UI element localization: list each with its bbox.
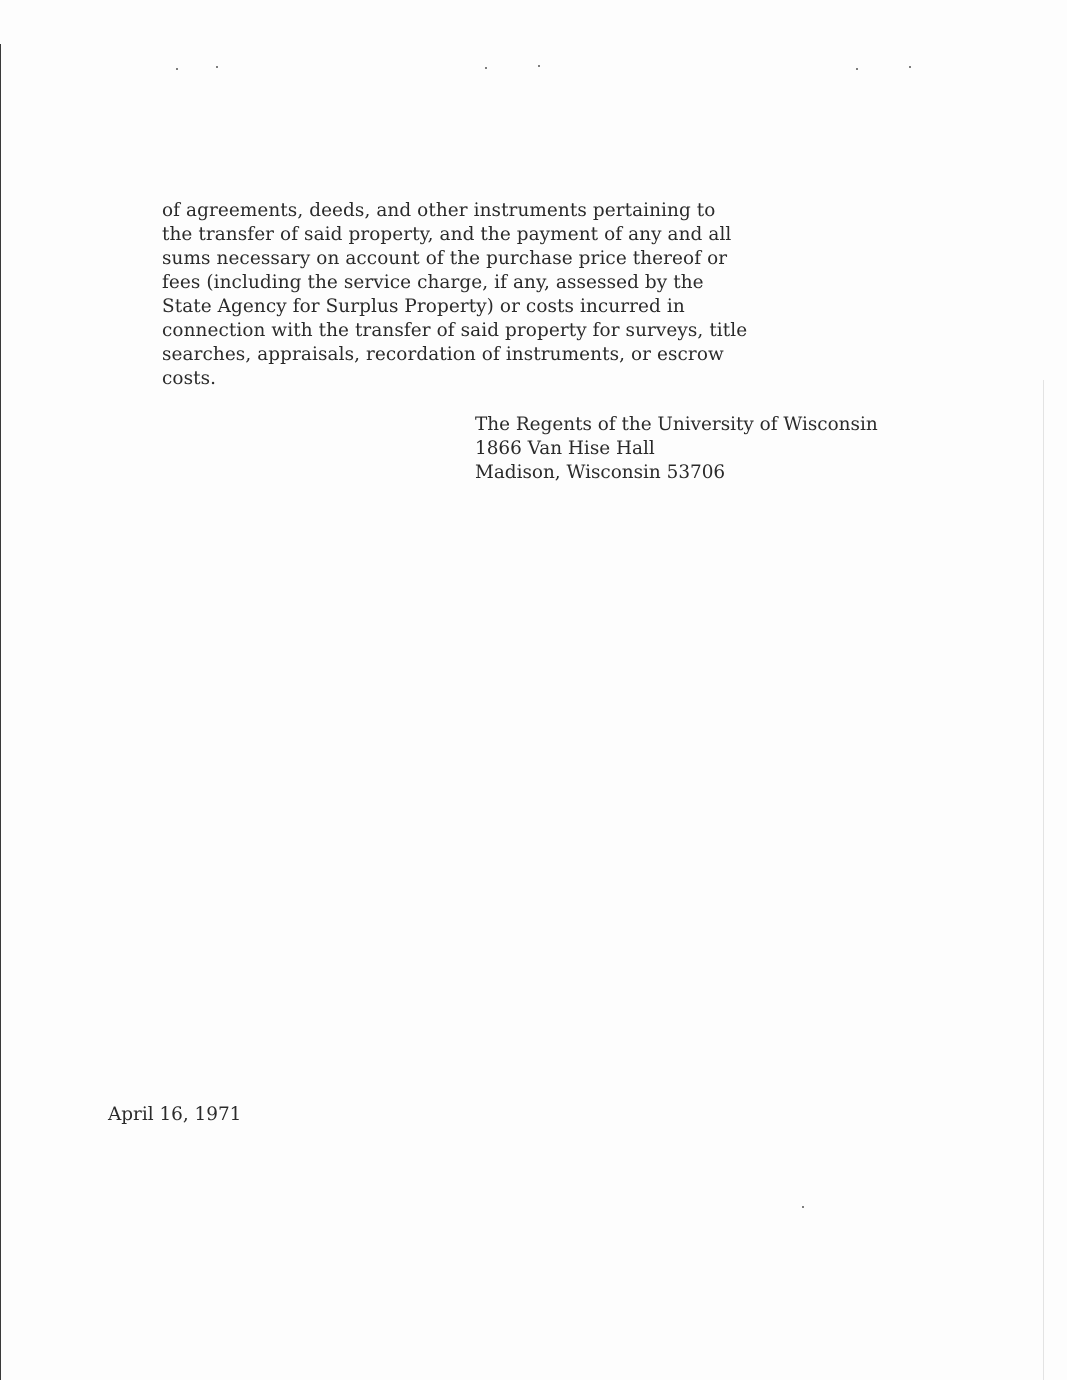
scan-speck — [485, 67, 487, 69]
scan-speck — [538, 65, 540, 67]
body-line: searches, appraisals, recordation of instruments, or escrow — [162, 344, 724, 365]
page-left-edge — [0, 44, 1, 1380]
body-line: the transfer of said property, and the payment of any and all — [162, 224, 732, 245]
address-street: 1866 Van Hise Hall — [475, 438, 655, 459]
page-right-edge — [1043, 380, 1044, 1380]
body-line: sums necessary on account of the purchase price thereof or — [162, 248, 728, 269]
scan-speck — [856, 68, 858, 70]
scan-speck — [176, 68, 178, 70]
body-line: of agreements, deeds, and other instruments pertaining to — [162, 200, 716, 221]
scan-speck — [802, 1206, 804, 1208]
scan-speck — [216, 66, 218, 68]
body-line: fees (including the service charge, if any, assessed by the — [162, 272, 704, 293]
address-block — [475, 413, 878, 485]
body-line: costs. — [162, 368, 217, 389]
document-date: April 16, 1971 — [108, 1104, 242, 1125]
address-city: Madison, Wisconsin 53706 — [475, 462, 726, 483]
address-organization: The Regents of the University of Wisconsin — [475, 414, 878, 435]
body-line: State Agency for Surplus Property) or costs incurred in — [162, 296, 685, 317]
body-paragraph — [162, 199, 862, 391]
body-line: connection with the transfer of said property for surveys, title — [162, 320, 748, 341]
scan-speck — [909, 66, 911, 68]
